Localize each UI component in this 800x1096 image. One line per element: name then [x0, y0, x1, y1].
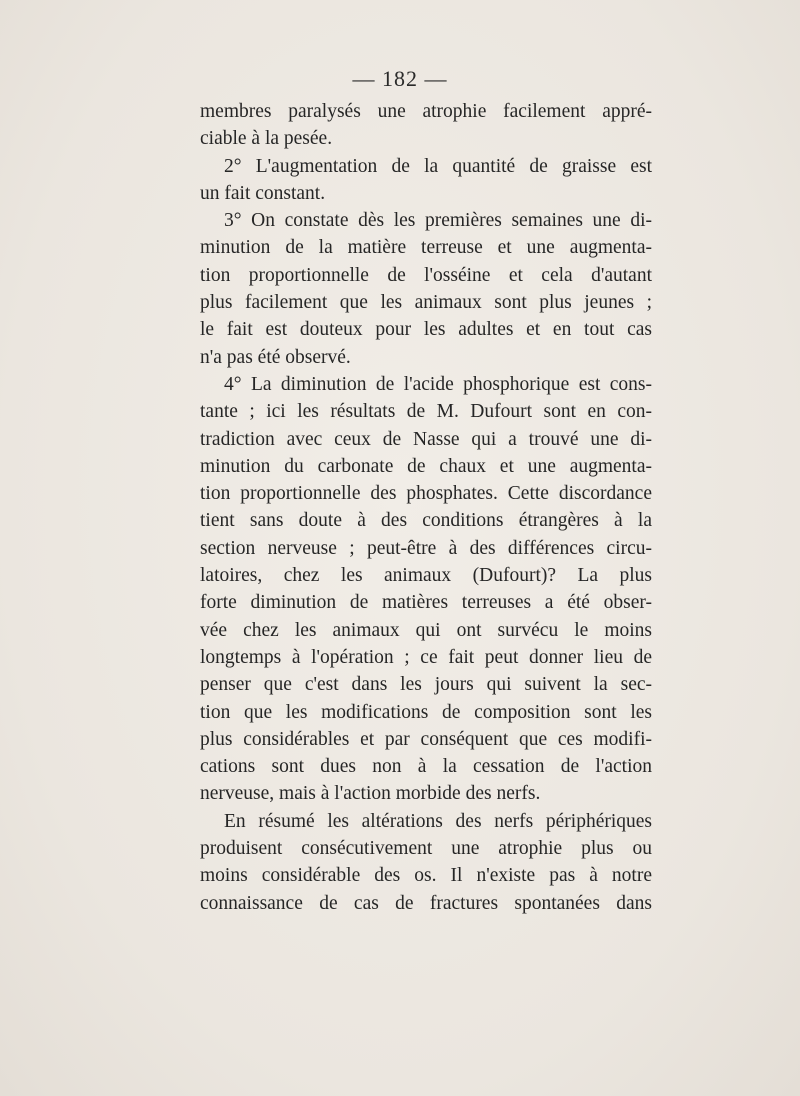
text-line: plus facilement que les animaux sont plus jeunes ;	[200, 292, 652, 314]
text-line: tion proportionnelle de l'osséine et cela d'autant	[200, 264, 652, 286]
text-line: 4° La diminution de l'acide phosphorique est cons-	[224, 373, 652, 395]
text-line: forte diminution de matières terreuses a été obser-	[200, 592, 652, 614]
text-line: n'a pas été observé.	[200, 346, 351, 368]
text-line: plus considérables et par conséquent que ces modifi-	[200, 728, 652, 750]
text-line: membres paralysés une atrophie facilement appré-	[200, 101, 652, 122]
text-line: cations sont dues non à la cessation de l'action	[200, 756, 652, 778]
text-line: 2° L'augmentation de la quantité de graisse est	[224, 155, 652, 177]
text-line: nerveuse, mais à l'action morbide des nerfs.	[200, 783, 541, 805]
text-line: produisent consécutivement une atrophie plus ou	[200, 838, 652, 860]
page-number: — 182 —	[352, 66, 448, 91]
text-line: section nerveuse ; peut-être à des différences circu-	[200, 537, 652, 559]
text-line: tante ; ici les résultats de M. Dufourt sont en con-	[200, 401, 652, 423]
text-line: tion proportionnelle des phosphates. Cette discordance	[200, 483, 652, 505]
text-line: En résumé les altérations des nerfs périphériques	[224, 810, 652, 832]
text-line: ciable à la pesée.	[200, 128, 333, 150]
text-line: minution du carbonate de chaux et une augmenta-	[200, 455, 652, 477]
text-line: moins considérable des os. Il n'existe pas à notre	[200, 865, 652, 887]
text-line: tradiction avec ceux de Nasse qui a trouvé une di-	[200, 428, 652, 450]
text-line: vée chez les animaux qui ont survécu le moins	[200, 619, 652, 641]
text-line: 3° On constate dès les premières semaines une di-	[224, 210, 652, 232]
text-line: le fait est douteux pour les adultes et en tout cas	[200, 319, 652, 341]
body-text	[200, 98, 652, 917]
text-line: tion que les modifications de composition sont les	[200, 701, 652, 723]
text-line: penser que c'est dans les jours qui suivent la sec-	[200, 674, 652, 696]
text-line: connaissance de cas de fractures spontanées dans	[200, 892, 652, 914]
text-line: un fait constant.	[200, 182, 326, 204]
text-line: tient sans doute à des conditions étrangères à la	[200, 510, 652, 532]
text-line: latoires, chez les animaux (Dufourt)? La plus	[200, 565, 652, 587]
text-line: minution de la matière terreuse et une augmenta-	[200, 237, 652, 259]
text-line: longtemps à l'opération ; ce fait peut donner lieu de	[200, 646, 652, 668]
